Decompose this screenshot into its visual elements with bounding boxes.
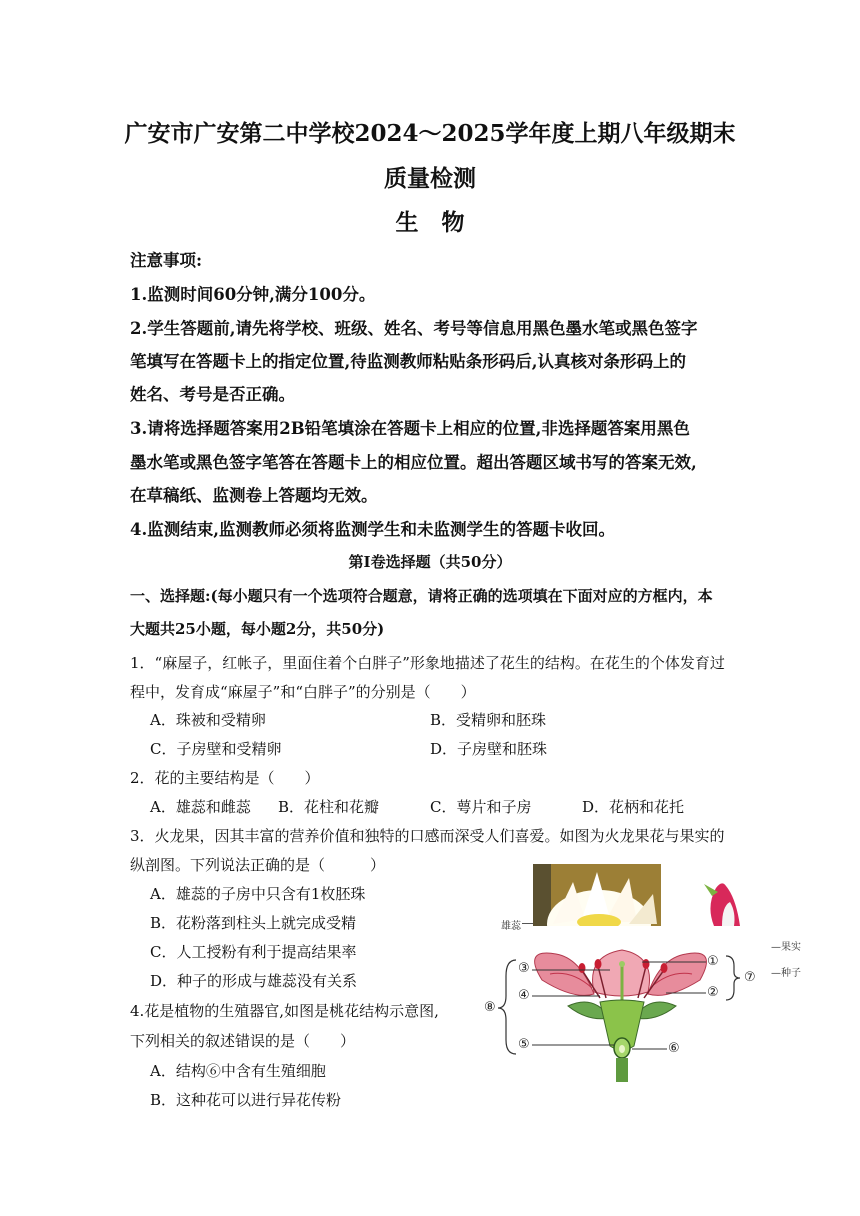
q1-option-b: B．受精卵和胚珠 [430, 711, 547, 729]
notice-line: 墨水笔或黑色签字笔答在答题卡上的相应位置。超出答题区域书写的答案无效, [130, 453, 697, 472]
seed-label: —种子 [771, 968, 801, 979]
question-4-stem: 4.花是植物的生殖器官,如图是桃花结构示意图, [130, 1002, 439, 1020]
dragonfruit-flower-photo [533, 864, 661, 926]
notice-line: 4.监测结束,监测教师必须将监测学生和未监测学生的答题卡收回。 [130, 520, 615, 539]
q2-option-b: B．花柱和花瓣 [278, 798, 380, 816]
q3-option-a: A．雄蕊的子房中只含有1枚胚珠 [150, 885, 366, 903]
label-2: ② [707, 985, 719, 1000]
label-7: ⑦ [744, 970, 756, 985]
notice-line: 姓名、考号是否正确。 [130, 385, 295, 404]
notice-line: 1.监测时间60分钟,满分100分。 [130, 285, 376, 304]
question-4-stem: 下列相关的叙述错误的是（ ） [130, 1032, 356, 1050]
notice-line: 3.请将选择题答案用2B铅笔填涂在答题卡上相应的位置,非选择题答案用黑色 [130, 419, 690, 438]
question-3-stem: 纵剖图。下列说法正确的是（ ） [130, 856, 386, 874]
notice-heading: 注意事项: [130, 251, 203, 270]
q2-option-d: D．花柄和花托 [582, 798, 685, 816]
q4-option-a: A．结构⑥中含有生殖细胞 [150, 1062, 326, 1080]
section-instruction: 一、选择题:(每小题只有一个选项符合题意，请将正确的选项填在下面对应的方框内，本 [130, 587, 713, 605]
q2-option-c: C．萼片和子房 [430, 798, 532, 816]
label-4: ④ [518, 988, 530, 1003]
label-8: ⑧ [484, 1000, 496, 1015]
notice-line: 在草稿纸、监测卷上答题均无效。 [130, 486, 378, 505]
question-3-stem: 3．火龙果，因其丰富的营养价值和独特的口感而深受人们喜爱。如图为火龙果花与果实的 [130, 827, 725, 845]
q3-option-c: C．人工授粉有利于提高结果率 [150, 943, 357, 961]
q4-option-b: B．这种花可以进行异花传粉 [150, 1091, 342, 1109]
q3-option-d: D．种子的形成与雄蕊没有关系 [150, 972, 358, 990]
q1-option-a: A．珠被和受精卵 [150, 711, 266, 729]
page-title-line2: 质量检测 [384, 165, 476, 192]
q1-option-c: C．子房壁和受精卵 [150, 740, 282, 758]
stamen-leader-line [522, 923, 533, 924]
notice-line: 2.学生答题前,请先将学校、班级、姓名、考号等信息用黑色墨水笔或黑色签字 [130, 319, 698, 338]
page-title: 广安市广安第二中学校2024～2025学年度上期八年级期末 [124, 120, 736, 147]
question-2-stem: 2．花的主要结构是（ ） [130, 769, 320, 787]
fruit-label: —果实 [771, 942, 801, 953]
question-1-stem: 1．“麻屋子，红帐子，里面住着个白胖子”形象地描述了花生的结构。在花生的个体发育过 [130, 654, 725, 672]
label-5: ⑤ [518, 1037, 530, 1052]
label-3: ③ [518, 961, 530, 976]
question-1-stem: 程中，发育成“麻屋子”和“白胖子”的分别是（ ） [130, 683, 476, 701]
peach-flower-diagram [482, 940, 772, 1085]
q1-option-d: D．子房壁和胚珠 [430, 740, 548, 758]
section-instruction: 大题共25小题，每小题2分，共50分) [130, 620, 385, 638]
label-6: ⑥ [668, 1041, 680, 1056]
stamen-label: 雄蕊 [501, 921, 521, 932]
subject-title: 生 物 [395, 209, 465, 236]
q2-option-a: A．雄蕊和雌蕊 [150, 798, 251, 816]
label-1: ① [707, 954, 719, 969]
notice-line: 笔填写在答题卡上的指定位置,待监测教师粘贴条形码后,认真核对条形码上的 [130, 352, 686, 371]
dragonfruit-fruit-photo [700, 876, 748, 926]
section-title: 第Ⅰ卷选择题（共50分） [348, 553, 512, 571]
q3-option-b: B．花粉落到柱头上就完成受精 [150, 914, 357, 932]
